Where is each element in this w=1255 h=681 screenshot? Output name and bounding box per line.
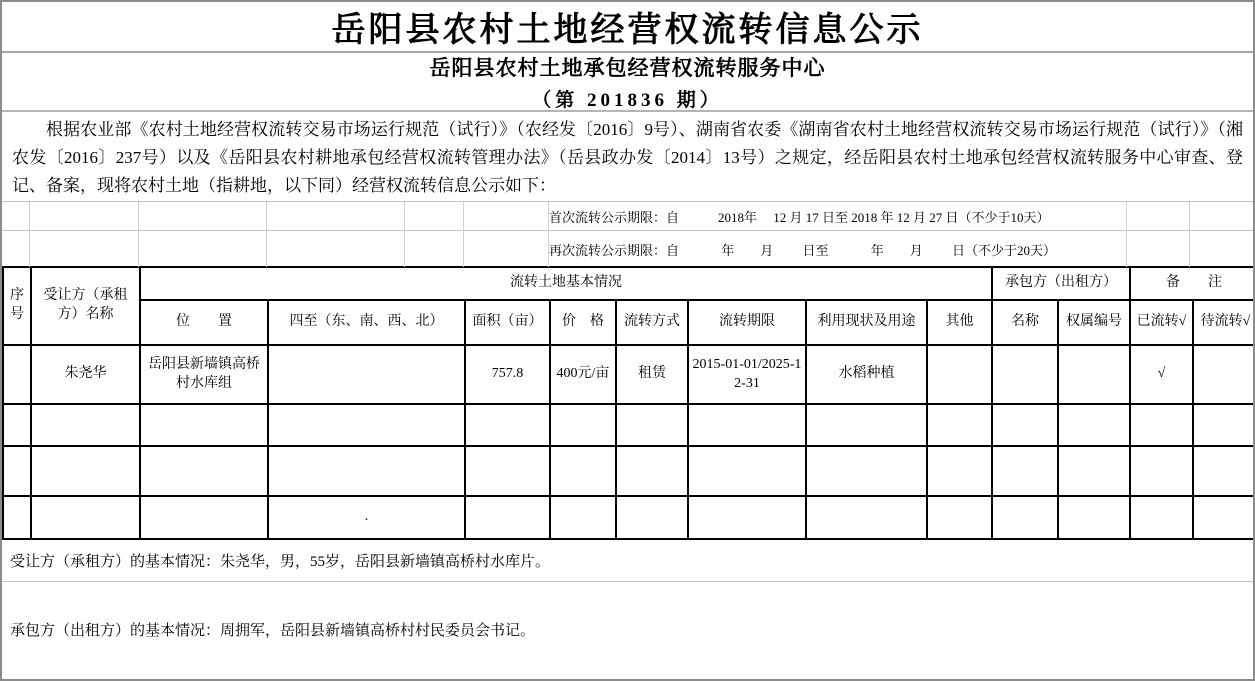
transfer-info-table — [2, 266, 1255, 540]
grid-cell — [30, 202, 139, 231]
empty-cell — [1130, 404, 1193, 446]
service-center-name: 岳阳县农村土地承包经营权流转服务中心 — [429, 55, 826, 80]
empty-cell — [992, 446, 1058, 496]
empty-cell — [992, 404, 1058, 446]
first-transfer-period: 首次流转公示期限：自 2018年 12 月 17 日至 2018 年 12 月 27 日（不少于10天） — [549, 202, 1127, 231]
empty-cell — [3, 496, 31, 539]
empty-cell — [688, 446, 806, 496]
header-land-info-group: 流转土地基本情况 — [140, 267, 992, 300]
table-empty-row — [3, 404, 1255, 446]
header-remark-group: 备 注 — [1130, 267, 1255, 300]
cell-price: 400元/亩 — [550, 345, 616, 404]
empty-cell — [616, 496, 688, 539]
grid-cell — [2, 231, 30, 267]
grid-cell — [1127, 202, 1190, 231]
header-term: 流转期限 — [688, 300, 806, 345]
publicity-period-grid — [2, 201, 1253, 266]
empty-cell — [616, 404, 688, 446]
table-header-row-2 — [3, 300, 1255, 345]
header-seq: 序号 — [3, 267, 31, 345]
grid-cell — [1190, 202, 1255, 231]
page-title: 岳阳县农村土地经营权流转信息公示 — [2, 2, 1253, 53]
header-contractor-name: 名称 — [992, 300, 1058, 345]
header-ownership-no: 权属编号 — [1058, 300, 1130, 345]
cell-to-transfer — [1193, 345, 1255, 404]
grid-cell — [267, 231, 405, 267]
grid-cell — [405, 202, 464, 231]
header-transferred: 已流转√ — [1130, 300, 1193, 345]
cell-contractor-name — [992, 345, 1058, 404]
cell-term: 2015-01-01/2025-12-31 — [688, 345, 806, 404]
empty-cell — [31, 404, 140, 446]
grid-cell — [1127, 231, 1190, 267]
transferee-basic-info: 受让方（承租方）的基本情况：朱尧华，男，55岁，岳阳县新墙镇高桥村水库片。 — [2, 540, 1253, 582]
grid-cell — [405, 231, 464, 267]
grid-cell — [267, 202, 405, 231]
empty-cell — [550, 404, 616, 446]
empty-cell — [550, 496, 616, 539]
header-location: 位 置 — [140, 300, 268, 345]
header-other: 其他 — [927, 300, 992, 345]
empty-cell — [31, 496, 140, 539]
second-transfer-period: 再次流转公示期限：自 年 月 日至 年 月 日（不少于20天） — [549, 231, 1127, 267]
cell-ownership-no — [1058, 345, 1130, 404]
cell-seq — [3, 345, 31, 404]
cell-area: 757.8 — [465, 345, 550, 404]
empty-cell — [465, 446, 550, 496]
empty-cell — [806, 446, 927, 496]
empty-cell — [140, 404, 268, 446]
contractor-basic-info: 承包方（出租方）的基本情况：周拥军，岳阳县新墙镇高桥村村民委员会书记。 — [10, 623, 536, 639]
empty-cell — [992, 496, 1058, 539]
cell-four-boundaries — [268, 345, 465, 404]
grid-cell — [1190, 231, 1255, 267]
empty-cell — [1193, 496, 1255, 539]
header-to-transfer: 待流转√ — [1193, 300, 1255, 345]
empty-cell — [1058, 496, 1130, 539]
table-header-row-1 — [3, 267, 1255, 300]
header-four-boundaries: 四至（东、南、西、北） — [268, 300, 465, 345]
empty-cell — [1130, 496, 1193, 539]
stray-dot-cell: . — [268, 496, 465, 539]
cell-other — [927, 345, 992, 404]
header-usage: 利用现状及用途 — [806, 300, 927, 345]
issue-number: （第 201836 期） — [532, 89, 723, 111]
empty-cell — [550, 446, 616, 496]
grid-cell — [464, 202, 549, 231]
table-empty-row — [3, 496, 1255, 539]
empty-cell — [927, 446, 992, 496]
cell-location: 岳阳县新墙镇高桥村水库组 — [140, 345, 268, 404]
empty-cell — [616, 446, 688, 496]
empty-cell — [688, 404, 806, 446]
cell-transferee: 朱尧华 — [31, 345, 140, 404]
header-contractor-group: 承包方（出租方） — [992, 267, 1130, 300]
empty-cell — [806, 496, 927, 539]
empty-cell — [806, 404, 927, 446]
table-data-row — [3, 345, 1255, 404]
cell-method: 租赁 — [616, 345, 688, 404]
empty-cell — [140, 446, 268, 496]
empty-cell — [465, 496, 550, 539]
empty-cell — [268, 446, 465, 496]
header-price: 价 格 — [550, 300, 616, 345]
empty-cell — [688, 496, 806, 539]
grid-cell — [30, 231, 139, 267]
empty-cell — [927, 404, 992, 446]
header-transferee: 受让方（承租方）名称 — [31, 267, 140, 345]
grid-cell — [139, 202, 267, 231]
table-empty-row — [3, 446, 1255, 496]
empty-cell — [31, 446, 140, 496]
empty-cell — [1193, 404, 1255, 446]
grid-cell — [464, 231, 549, 267]
empty-cell — [1058, 446, 1130, 496]
empty-cell — [465, 404, 550, 446]
empty-cell — [140, 496, 268, 539]
empty-cell — [3, 446, 31, 496]
grid-cell — [2, 202, 30, 231]
cell-transferred-check: √ — [1130, 345, 1193, 404]
empty-cell — [1193, 446, 1255, 496]
empty-cell — [3, 404, 31, 446]
cell-usage: 水稻种植 — [806, 345, 927, 404]
empty-cell — [1130, 446, 1193, 496]
header-method: 流转方式 — [616, 300, 688, 345]
header-area: 面积（亩） — [465, 300, 550, 345]
grid-cell — [139, 231, 267, 267]
empty-cell — [927, 496, 992, 539]
subtitle-block — [2, 53, 1253, 112]
empty-cell — [268, 404, 465, 446]
empty-cell — [1058, 404, 1130, 446]
intro-paragraph: 根据农业部《农村土地经营权流转交易市场运行规范（试行）》（农经发〔2016〕9号）、湖南省农委《湖南省农村土地经营权流转交易市场运行规范（试行）》（湘农发〔2016〕237号）以及《岳阳县农村耕地承包经营权流转管理办法》（岳县政办发〔2014〕13号）之规定，经岳阳县农村土地承包经营权流转服务中心审查、登记、备案，现将农村土地（指耕地，以下同）经营权流转信息公示如下： — [12, 120, 1243, 195]
